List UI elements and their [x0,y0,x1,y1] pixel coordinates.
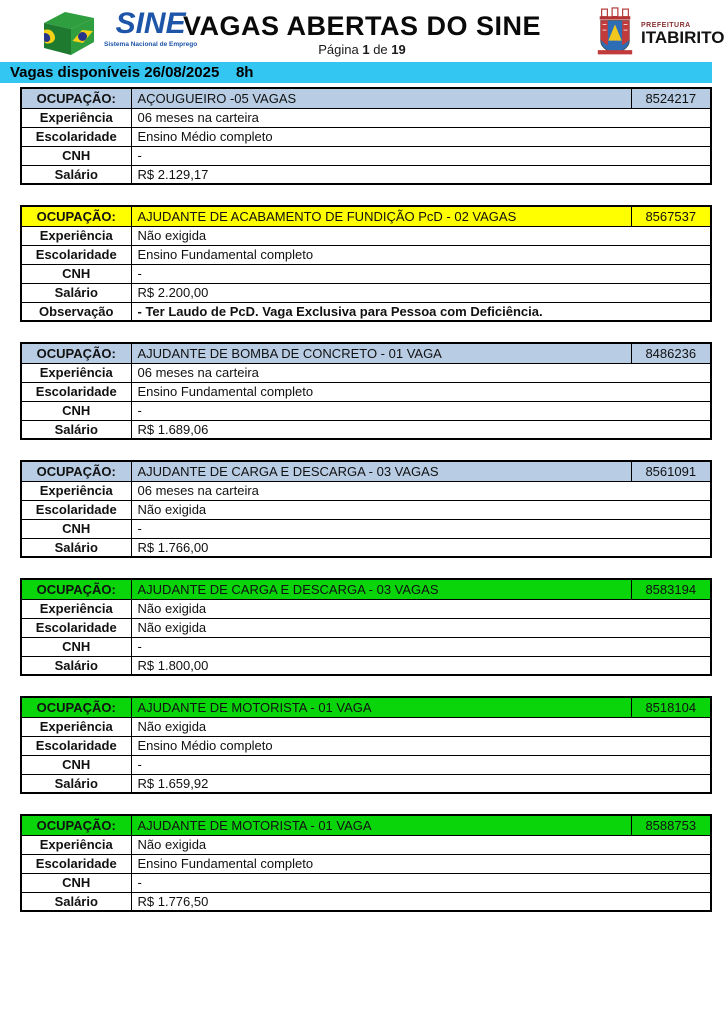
job-id: 8583194 [631,579,711,599]
field-label: Salário [21,656,131,675]
field-value: Não exigida [131,835,711,854]
field-value: R$ 1.766,00 [131,538,711,557]
field-value: Não exigida [131,599,711,618]
field-label: Salário [21,165,131,184]
field-label: CNH [21,637,131,656]
job-table [20,814,712,912]
job-id: 8486236 [631,343,711,363]
ocupacao-label: OCUPAÇÃO: [21,461,131,481]
sine-wordmark: SINE [115,7,186,40]
ocupacao-label: OCUPAÇÃO: [21,815,131,835]
field-value: Ensino Médio completo [131,127,711,146]
field-label: Salário [21,538,131,557]
ocupacao-label: OCUPAÇÃO: [21,206,131,226]
job-table [20,205,712,322]
field-label: CNH [21,264,131,283]
field-value: - Ter Laudo de PcD. Vaga Exclusiva para Pessoa com Deficiência. [131,302,711,321]
field-label: Escolaridade [21,500,131,519]
field-label: Experiência [21,717,131,736]
job-id: 8588753 [631,815,711,835]
sine-subtitle: Sistema Nacional de Emprego [104,41,198,48]
field-label: CNH [21,519,131,538]
field-value: R$ 2.129,17 [131,165,711,184]
field-label: CNH [21,873,131,892]
job-title: AJUDANTE DE CARGA E DESCARGA - 03 VAGAS [131,461,631,481]
field-label: CNH [21,146,131,165]
field-label: Experiência [21,363,131,382]
job-title: AJUDANTE DE CARGA E DESCARGA - 03 VAGAS [131,579,631,599]
jobs-list [20,87,710,932]
page-title: VAGAS ABERTAS DO SINE [182,11,542,41]
itabirito-label: ITABIRITO [641,28,724,47]
field-value: 06 meses na carteira [131,363,711,382]
page-number-total: 19 [391,42,406,57]
field-value: R$ 2.200,00 [131,283,711,302]
job-table [20,460,712,558]
field-label: Escolaridade [21,854,131,873]
field-label: Salário [21,283,131,302]
field-value: Não exigida [131,226,711,245]
page-number-separator: de [373,42,388,57]
field-value: - [131,755,711,774]
field-label: Experiência [21,835,131,854]
field-value: R$ 1.776,50 [131,892,711,911]
field-value: R$ 1.659,92 [131,774,711,793]
job-title: AJUDANTE DE MOTORISTA - 01 VAGA [131,815,631,835]
field-label: Experiência [21,108,131,127]
field-label: Experiência [21,599,131,618]
field-label: Salário [21,420,131,439]
ocupacao-label: OCUPAÇÃO: [21,343,131,363]
job-title: AJUDANTE DE MOTORISTA - 01 VAGA [131,697,631,717]
job-id: 8567537 [631,206,711,226]
job-table [20,696,712,794]
field-label: Escolaridade [21,736,131,755]
field-value: 06 meses na carteira [131,108,711,127]
field-value: - [131,519,711,538]
field-value: - [131,401,711,420]
field-value: R$ 1.689,06 [131,420,711,439]
job-title: AJUDANTE DE ACABAMENTO DE FUNDIÇÃO PcD - 02 VAGAS [131,206,631,226]
field-value: Ensino Médio completo [131,736,711,755]
field-value: - [131,264,711,283]
job-table [20,87,712,185]
field-label: Experiência [21,481,131,500]
field-label: Escolaridade [21,245,131,264]
prefeitura-logo [594,7,724,62]
field-label: Experiência [21,226,131,245]
field-value: Não exigida [131,500,711,519]
field-value: - [131,146,711,165]
job-title: AJUDANTE DE BOMBA DE CONCRETO - 01 VAGA [131,343,631,363]
field-value: - [131,637,711,656]
ocupacao-label: OCUPAÇÃO: [21,579,131,599]
ocupacao-label: OCUPAÇÃO: [21,88,131,108]
field-value: Ensino Fundamental completo [131,382,711,401]
field-value: 06 meses na carteira [131,481,711,500]
field-label: Salário [21,892,131,911]
job-table [20,578,712,676]
job-id: 8518104 [631,697,711,717]
field-label: Salário [21,774,131,793]
job-title: AÇOUGUEIRO -05 VAGAS [131,88,631,108]
job-id: 8561091 [631,461,711,481]
prefeitura-label: PREFEITURA [641,22,691,29]
field-label: Observação [21,302,131,321]
field-value: Não exigida [131,618,711,637]
itabirito-crest-icon [594,7,636,62]
field-value: Não exigida [131,717,711,736]
page-number-label: Página [318,42,359,57]
field-value: Ensino Fundamental completo [131,854,711,873]
job-table [20,342,712,440]
ocupacao-label: OCUPAÇÃO: [21,697,131,717]
field-value: Ensino Fundamental completo [131,245,711,264]
field-label: Escolaridade [21,127,131,146]
field-label: Escolaridade [21,618,131,637]
field-label: Escolaridade [21,382,131,401]
page-number-current: 1 [362,42,370,57]
job-id: 8524217 [631,88,711,108]
field-label: CNH [21,755,131,774]
field-value: R$ 1.800,00 [131,656,711,675]
field-label: CNH [21,401,131,420]
vagas-disponiveis-banner: Vagas disponíveis 26/08/2025 8h [0,62,712,83]
field-value: - [131,873,711,892]
